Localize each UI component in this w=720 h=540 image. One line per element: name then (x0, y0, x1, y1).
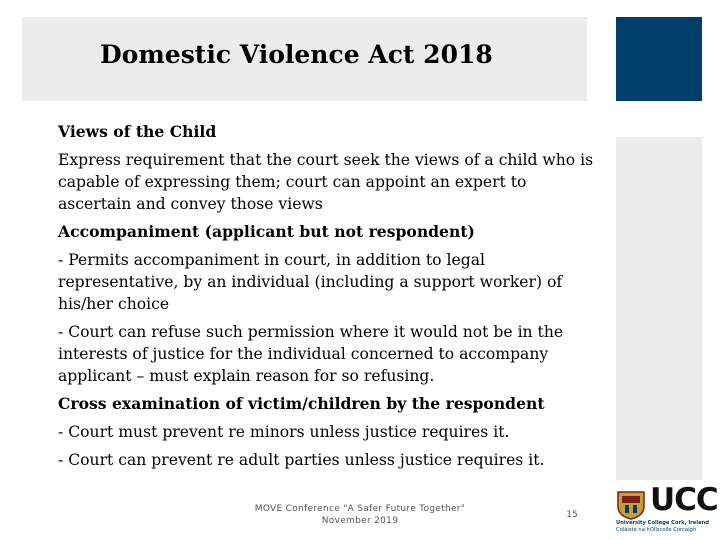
accompaniment-paragraph-2: - Court can refuse such permission where it would not be in the interests of justice for the individual concerned to accompany applicant – must explain reason for so refusing. (58, 323, 564, 385)
university-crest-icon (616, 490, 646, 520)
side-panel (616, 137, 702, 480)
cross-examination-paragraph-1: - Court must prevent re minors unless justice requires it. (58, 423, 510, 441)
cross-examination-paragraph-2: - Court can prevent re adult parties unless justice requires it. (58, 451, 545, 469)
ucc-logo (616, 482, 718, 534)
views-body: Express requirement that the court seek the views of a child who is capable of expressing them; court can appoint an expert to ascertain and convey those views (58, 151, 594, 213)
views-heading: Views of the Child (58, 122, 217, 141)
footer-line-2: November 2019 (321, 516, 399, 526)
footer-text (250, 503, 470, 527)
accompaniment-paragraph-1: - Permits accompaniment in court, in addition to legal representative, by an individual (including a support worker) of his/her choice (58, 251, 563, 313)
logo-subtitle-1: University College Cork, Ireland (616, 520, 710, 526)
accompaniment-heading: Accompaniment (applicant but not respondent) (58, 222, 475, 241)
cross-examination-heading: Cross examination of victim/children by the respondent (58, 394, 545, 413)
accent-block (616, 17, 702, 101)
slide-content (58, 121, 598, 471)
page-number: 15 (566, 510, 578, 520)
logo-wordmark: UCC (650, 482, 718, 518)
footer-line-1: MOVE Conference "A Safer Future Together" (254, 504, 466, 514)
logo-subtitle-2: Coláiste na hOllscoile Corcaigh (616, 527, 697, 533)
slide-title: Domestic Violence Act 2018 (100, 40, 493, 69)
